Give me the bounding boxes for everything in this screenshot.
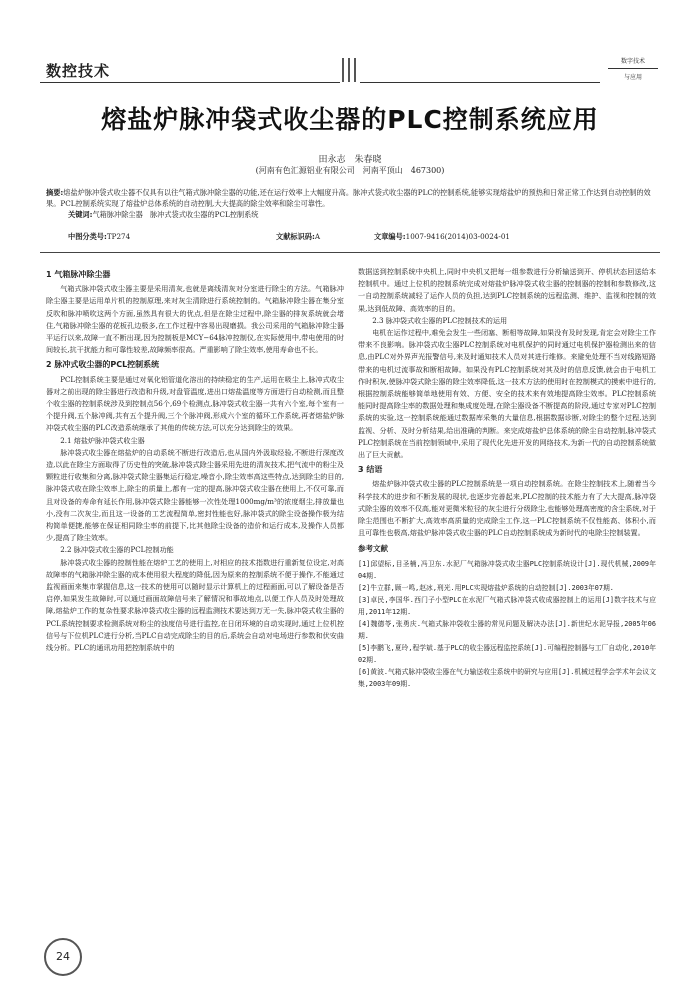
abstract-label: 摘要: (46, 188, 64, 197)
reference-item: [3]卓民,李国华.西门子小型PLC在水泥厂气箱式脉冲袋式收成器控制上的运用[J]数字技术与应用,2011年12期. (358, 595, 656, 616)
header-rule-right (360, 82, 600, 83)
subsection-heading-2-3: 2.3 脉冲袋式收尘器的PLC控制技术的运用 (372, 315, 508, 325)
doc-code-label: 文献标识码: (276, 232, 315, 241)
left-column (46, 266, 344, 654)
abstract-text: 熔盐炉脉冲袋式收尘器不仅具有以往气箱式脉冲除尘器的功能,还在运行效率上大幅度升高。脉冲式袋式收尘器的PLC的控制系统,能够实现熔盐炉的预热和日常正常工作达到自动控制的效果。PCL控制系统实现了熔盐炉总体系统的自动控制,大大提高的除尘效率和除尘可靠性。 (46, 188, 651, 208)
section-heading-2: 2 脉冲式收尘器的PCL控制系统 (46, 360, 160, 370)
logo-bottom-text: 与应用 (623, 74, 642, 81)
paragraph: 脉冲袋式收尘器的控制性能在熔炉工艺的使用上,对相应的技术指数进行重新复位设定,对高故障率的气箱脉冲除尘器的成本使用很大程度的降低,因为原来的控制系统不便于操作,不能通过监视画面来集市掌握信息,这一技术的使用可以随时显示计算机上的过程画面,可以了解设备是否启停,如果发生故障时,可以通过画面故障信号来了解情况和事故地点,以便工作人员及时处理故障,熔盐炉工作的复杂性要求脉冲袋式收尘器的远程监测技术要达到万无一失,脉冲袋式收尘器的PCL系统控制要求检测系统对粉尘的浊度信号进行监控,在日闭环境的自动实现时,通过上位机控信号与下位机PLC进行分析,当PLC自动完成除尘的目的后,系统会自动对电场进行参数和伏安曲线分析。PLC的通讯功用把控制系统中的 (46, 557, 344, 653)
page-number: 24 (44, 938, 82, 976)
article-affiliation: (河南有色汇源铝业有限公司 河南平顶山 467300) (255, 166, 445, 175)
subsection-heading-2-1: 2.1 熔盐炉脉冲袋式收尘器 (60, 435, 145, 445)
reference-item: [1]邱望标,目圣楠,冯卫东.水泥厂气箱脉冲袋式收尘器PLC控制系统设计[J].现代机械,2009年04期. (358, 559, 656, 580)
article-authors: 田永志 朱春晓 (318, 155, 382, 165)
section-heading-3: 3 结语 (358, 465, 383, 475)
header-rule (40, 82, 340, 83)
article-number-value: 1007-9416(2014)03-0024-01 (405, 232, 510, 241)
paragraph: 数据送到控制系统中央机上,同时中央机又把每一组参数进行分析输送到开、停机状态回送给本控制机中。通过上位机的控制系统完成对熔盐炉脉冲袋式收尘器的控制器的控制和参数修改,这一自动控制系统减轻了运作人员的负担,达到PLC控制系统的远程监测、维护、监视和控制的效果,达到低故障、高效率的目的。 (358, 267, 656, 313)
logo-top-text: 数字技术 (608, 56, 658, 69)
clc-value: TP274 (106, 232, 131, 241)
reference-item: [6]黄波.气箱式脉冲袋收尘器在气力输送收尘系统中的研究与应用[J].机械过程学会学术年会议文集,2003年09期. (358, 667, 656, 688)
reference-item: [5]李鹏飞,夏玲,程学斌.基于PLC的收尘器远程监控系统[J].可编程控制器与工厂自动化,2010年02期. (358, 643, 656, 664)
abstract-divider (40, 252, 660, 253)
references-heading: 参考文献 (358, 544, 388, 554)
right-column (358, 266, 656, 690)
doc-code-value: A (314, 232, 321, 241)
header-divider-bars (340, 58, 360, 82)
paragraph: 气箱式脉冲袋式收尘器主要是采用清灰,也就是离线清灰对分室进行除尘的方法。气箱脉冲除尘器主要是运用单片机的控制原理,来对灰尘清除进行系统控制的。气箱脉冲除尘器在集分室反吹和脉冲喷吹这两个方面,虽然具有很大的优点,但是在除尘过程中,除尘器的排灰系统就会堵住,气箱脉冲除尘器的花板孔边极多,在工作过程中容易出现磨损。我公司采用的气箱脉冲除尘器平运行以来,故障一直不断出现,因为控制板是MCY−64脉冲控制仪,在实际使用中,带电使用的时间较长,抗干扰能力和可靠性较差,故障频率很高。严重影响了除尘效率,使用寿命也不长。 (46, 284, 344, 355)
subsection-heading-2-2: 2.2 脉冲袋式收尘器的PCL控制功能 (60, 545, 174, 555)
reference-item: [2]牛立群,顾一鸣,赵冰,刑光.用PLC实现熔盐炉系统的自动控制[J].2003年07期. (358, 583, 614, 592)
journal-logo (608, 56, 658, 86)
clc-label: 中图分类号: (68, 232, 107, 241)
section-heading-1: 1 气箱脉冲除尘器 (46, 270, 111, 279)
paragraph: 电机在运作过程中,难免会发生一些闭塞、断相等故障,如果没有及时发现,肯定会对除尘工作带来不良影响。脉冲袋式收尘器PLC控制系统对电机保护的同时通过电机保护器检测出来的信息,由PLC对外界声光报警信号,来及时通知技术人员对其进行维修。来避免处理不当对线路短路带来的电机过流事故和断相故障。如果没有PLC控制系统对其及时的信息反馈,就会由于电机工作时积灰,使脉冲袋式除尘器的除尘效率降低,这一技术方法的使用时在控制模式的摸索中进行的,根据控制系统能够简单地使用有效、方便、安全的技术来有效地提高除尘效率。PLC控制系统能同时提高除尘率的数据处理和集成度处理,在除尘器设备不断提高的阶段,通过专家对PLC控制系统的实验,这一控制系统能通过数据库采集的大量信息,根据数据诊断,对除尘的整个过程,达到监视、分析、及时分析结果,给出准确的判断。来完成熔盐炉总体系统的除尘自动控制,脉冲袋式PLC控制系统在当前控制领域中,采用了现代化先进开发的网络技术,为新一代的自动控制系统做出了巨大贡献。 (358, 328, 656, 460)
section-header: 数控技术 (46, 62, 111, 80)
paragraph: PCL控制系统主要是通过对氧化铝管道化溶出的持续稳定的生产,运用在吸尘上,脉冲式收尘器对之前出现的除尘器进行改造和升级,对盘管温度,进出口熔盐温度等方面进行自动检测,而且整个收尘器的控制系统涉及到控制点56个,69个检测点,脉冲袋式收尘器一共有六个室,每个室有一个提升阀,五个脉冲阀,共有五个提升阀,三个个脉冲阀,形成六个室的循环工作系统,再者熔盐炉脉冲袋式收尘器的PLC改造系统继承了其他的传统方法,可以充分达到除尘的效果。 (46, 374, 344, 433)
article-title: 熔盐炉脉冲袋式收尘器的PLC控制系统应用 (101, 105, 599, 134)
keywords-label: 关键词: (68, 210, 93, 219)
article-number-label: 文章编号: (374, 232, 406, 241)
paragraph: 熔盐炉脉冲袋式收尘器的PLC控制系统是一项自动控制系统。在除尘控制技术上,随着当今科学技术的进步和不断发展的现状,也逐步完善起来,PLC控制的技术能力有了大大提高,脉冲袋式除尘器的效率不仅高,能对更微米粒径的灰尘进行分级除尘,也能够处理高密度的含尘系统,对于除尘范围也不断扩大,高效率高质量的完成除尘工作,这一PLC控制系统不仅性能高、体积小,而且可靠性也极高,熔盐炉脉冲袋式收尘器的PLC自动控制系统成为新时代的电除尘控制装置。 (358, 479, 656, 538)
paragraph: 脉冲袋式收尘器在熔盐炉的自动系统不断进行改造后,也从国内外汲取经验,不断进行深度改造,以此在除尘方面取得了历史性的突破,脉冲袋式除尘器采用先进的清灰技术,把气流中的粉尘及颗粒进行收集和分离,脉冲袋式除尘器集运行稳定,噪音小,除尘效率高这些特点,达到除尘的目的,脉冲袋式收在除尘效率上,除尘的质量上,都有一定的提高,脉冲袋式收尘器在使用上,不仅可靠,而且对设备的寿命有延长作用,脉冲袋式除尘器能够一次性处理1000mg/m³的浓度烟尘,排放量也小,没有二次灰尘,而且这一设备的工艺流程简单,密封性能也好,脉冲袋式的除尘设备操作极为结构简单便捷,能够在保证相同除尘率的前提下,比其他除尘设备的造价和运行成本,及操作人员都少,提高了除尘效率。 (46, 447, 344, 543)
reference-item: [4]魏德苓,张勇庆.气箱式脉冲袋收尘器的常见问题及解决办法[J].新世纪水泥导报,2005年06期. (358, 619, 656, 640)
abstract (46, 187, 654, 220)
keywords-text: 气箱脉冲除尘器 脉冲式袋式收尘器的PCL控制系统 (92, 210, 259, 219)
